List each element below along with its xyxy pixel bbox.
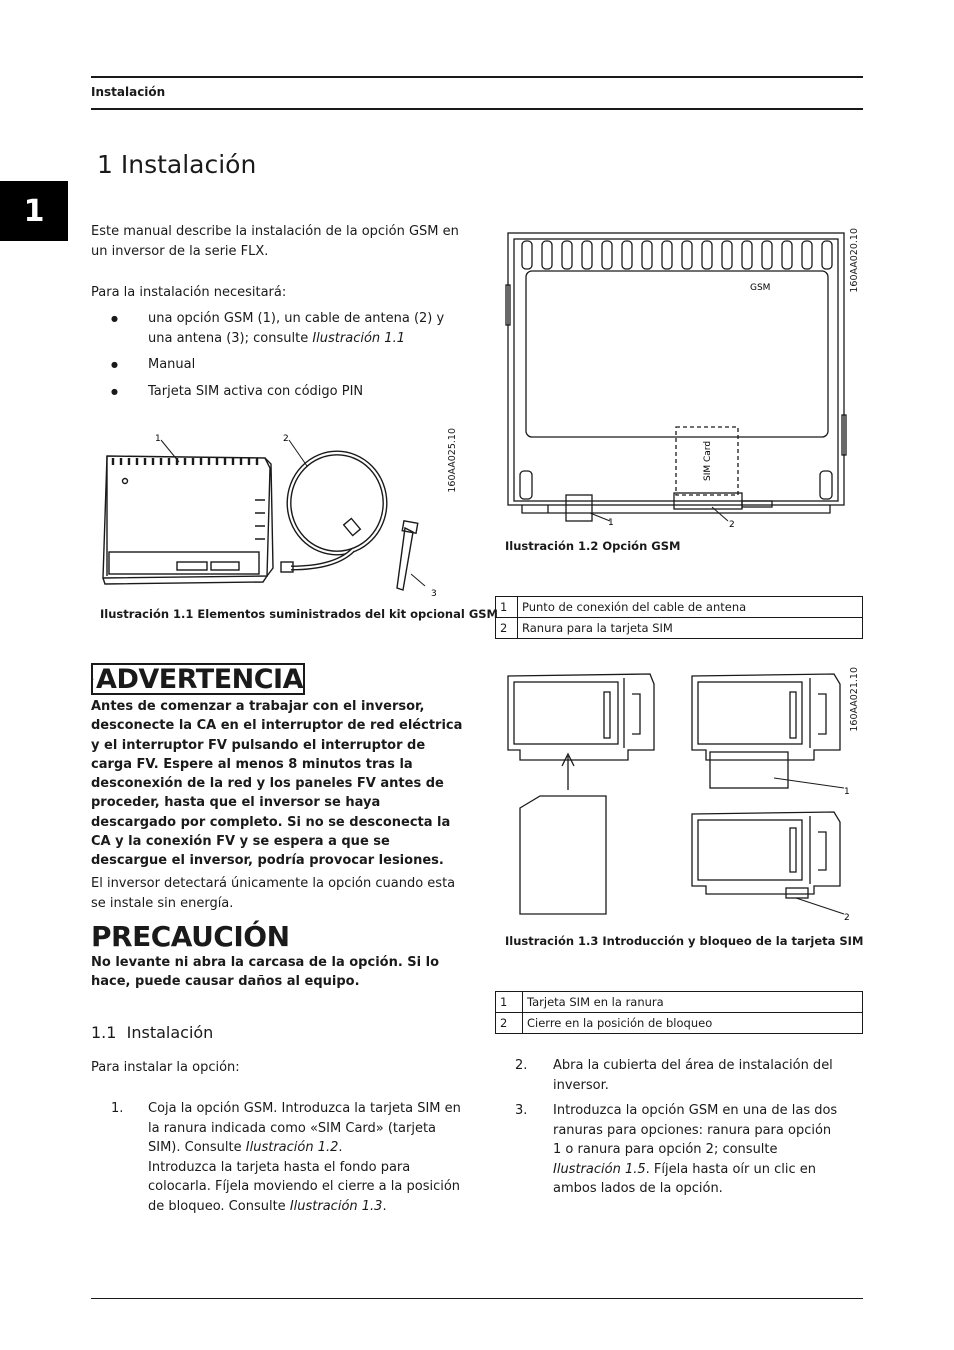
- callout-1: 1: [608, 518, 614, 528]
- caution-title: PRECAUCIÓN: [91, 920, 290, 953]
- sim-card-insertion-illustration: [500, 664, 850, 924]
- legend-table: [495, 596, 863, 639]
- figure-caption: Ilustración 1.2 Opción GSM: [505, 539, 681, 553]
- figure-code: 160AA021.10: [849, 667, 860, 732]
- figure-reference[interactable]: Ilustración 1.5: [553, 1161, 646, 1177]
- gsm-kit-illustration: [95, 428, 460, 600]
- running-head: Instalación: [91, 85, 166, 99]
- caution-text: No levante ni abra la carcasa de la opción. Si lo hace, puede causar daños al equipo.: [91, 955, 440, 990]
- detection-note: El inversor detectará únicamente la opción cuando esta se instale sin energía.: [91, 876, 456, 911]
- requirements-intro: Para la instalación necesitará:: [91, 285, 287, 300]
- warning-box: [91, 663, 305, 695]
- figure-reference[interactable]: Ilustración 1.1: [312, 330, 405, 346]
- table-row: 1 Punto de conexión del cable de antena: [496, 597, 863, 618]
- sim-slot-label: SIM Card: [703, 440, 713, 481]
- table-row: 2 Cierre en la posición de bloqueo: [496, 1013, 863, 1034]
- figure-reference[interactable]: Ilustración 1.3: [289, 1198, 383, 1214]
- step-item: 2. Abra la cubierta del área de instalación del inversor.: [515, 1058, 833, 1093]
- callout-2: 2: [729, 520, 735, 530]
- callout-1: 1: [155, 434, 161, 444]
- figure-reference[interactable]: Ilustración 1.2: [245, 1140, 339, 1155]
- warning-text: Antes de comenzar a trabajar con el inversor, desconecte la CA en el interruptor de red eléctrica y el interruptor FV pulsando el interruptor de carga FV. Espere al menos 8 minutos tras la desconexión de la red y los paneles FV antes de proceder, hasta que el inversor se haya descargado por completo. Si no se desconecta la CA y la conexión FV y se espera a que se descargue el inversor, podría provocar lesiones.: [91, 699, 463, 869]
- callout-2: 2: [844, 913, 850, 923]
- figure-caption: Ilustración 1.1 Elementos suministrados del kit opcional GSM: [100, 607, 498, 621]
- install-steps-left: [91, 1099, 463, 1222]
- header-top-rule: [91, 76, 863, 78]
- list-item: ● una opción GSM (1), un cable de antena (2) y una antena (3); consulte Ilustración 1.1: [91, 309, 461, 348]
- section-heading: 1.1 Instalación: [91, 1023, 214, 1042]
- board-label: GSM: [750, 283, 771, 293]
- figure-code: 160AA020.10: [849, 228, 860, 293]
- install-intro: Para instalar la opción:: [91, 1060, 240, 1075]
- figure-code: 160AA025.10: [447, 428, 458, 493]
- list-item: ● Manual: [91, 355, 461, 375]
- legend-table: [495, 991, 863, 1034]
- footer-rule: [91, 1298, 863, 1299]
- install-steps-right: [495, 1056, 843, 1205]
- chapter-tab: 1: [0, 181, 68, 241]
- figure-caption: Ilustración 1.3 Introducción y bloqueo de la tarjeta SIM: [505, 934, 864, 948]
- requirements-list: [91, 309, 461, 408]
- gsm-option-board-illustration: [500, 225, 850, 530]
- step-item: 3. Introduzca la opción GSM en una de las dos ranuras para opciones: ranura para opción 1 o ranura para opción 2; consulte Ilustración 1.5. Fíjela hasta oír un clic en ambos lados de la opción.: [515, 1103, 838, 1196]
- callout-2: 2: [283, 434, 289, 444]
- warning-title: ADVERTENCIA: [96, 663, 303, 695]
- step-item: 1. Coja la opción GSM. Introduzca la tarjeta SIM en la ranura indicada como «SIM Card» (tarjeta SIM). Consulte Ilustración 1.2. Introduzca la tarjeta hasta el fondo para colocarla. Fíjela moviendo el cierre a la posición de bloqueo. Consulte Ilustración 1.3.: [111, 1101, 461, 1214]
- header-bottom-rule: [91, 108, 863, 110]
- table-row: 2 Ranura para la tarjeta SIM: [496, 618, 863, 639]
- intro-paragraph: Este manual describe la instalación de la opción GSM en un inversor de la serie FLX.: [91, 224, 459, 259]
- table-row: 1 Tarjeta SIM en la ranura: [496, 992, 863, 1013]
- warning-triangle-icon: [93, 667, 94, 691]
- callout-3: 3: [431, 589, 437, 599]
- list-item: ● Tarjeta SIM activa con código PIN: [91, 382, 461, 402]
- callout-1: 1: [844, 787, 850, 797]
- chapter-heading: 1 Instalación: [97, 150, 257, 179]
